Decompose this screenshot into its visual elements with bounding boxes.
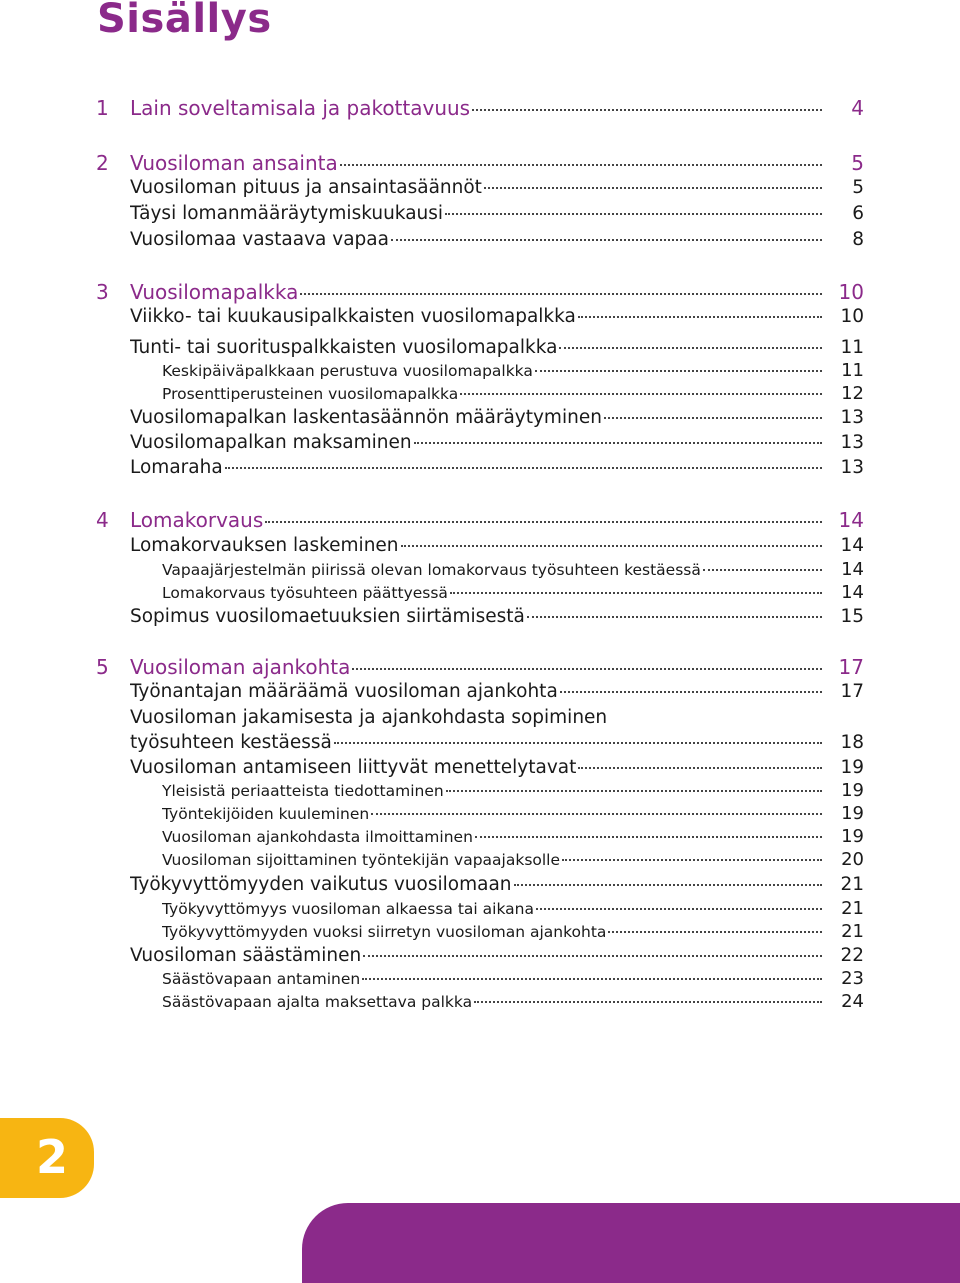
toc-page-number: 15: [840, 606, 864, 627]
dot-leader: [362, 977, 822, 980]
toc-entry-label: Lomakorvaus työsuhteen päättyessä: [162, 584, 448, 602]
dot-leader: [535, 369, 822, 372]
toc-page-number: 20: [841, 849, 864, 870]
toc-entry-label: Prosenttiperusteinen vuosilomapalkka: [162, 385, 459, 403]
chapter-number: 5: [96, 655, 109, 679]
toc-entry[interactable]: [0, 175, 960, 201]
dot-leader: [371, 812, 822, 815]
toc-page-number: 11: [841, 360, 864, 381]
toc-entry-label: Sopimus vuosilomaetuuksien siirtämisestä: [130, 606, 525, 627]
toc-entry[interactable]: [0, 654, 960, 680]
toc-entry[interactable]: [0, 730, 960, 756]
toc-entry-label: Lain soveltamisala ja pakottavuus: [130, 96, 471, 120]
toc-page-number: 5: [852, 177, 864, 198]
dot-leader: [445, 212, 822, 215]
toc-entry-label: Keskipäiväpalkkaan perustuva vuosilomapalkka: [162, 362, 533, 380]
dot-leader: [352, 667, 822, 670]
page-number: 2: [36, 1130, 69, 1184]
dot-leader: [363, 954, 822, 957]
toc-entry[interactable]: [0, 604, 960, 630]
dot-leader: [474, 1000, 822, 1003]
toc-page-number: 4: [851, 96, 864, 120]
toc-page-number: 10: [838, 280, 864, 304]
dot-leader: [604, 416, 822, 419]
page-title: Sisällys: [97, 0, 272, 42]
toc-entry[interactable]: [0, 430, 960, 456]
dot-leader: [340, 163, 822, 166]
toc-entry[interactable]: [0, 679, 960, 705]
toc-entry-label: Työnantajan määräämä vuosiloman ajankohta: [130, 681, 558, 702]
dot-leader: [225, 466, 822, 469]
toc-entry-label: Lomaraha: [130, 457, 223, 478]
toc-page-number: 13: [840, 407, 864, 428]
dot-leader: [527, 615, 822, 618]
dot-leader: [475, 835, 822, 838]
toc-entry[interactable]: [0, 872, 960, 898]
dot-leader: [562, 858, 822, 861]
toc-entry-label: Vuosiloman antamiseen liittyvät menettelytavat: [130, 757, 577, 778]
dot-leader: [559, 346, 822, 349]
dot-leader: [460, 392, 822, 395]
dot-leader: [401, 544, 822, 547]
toc-entry-label: Vuosiloman ajankohta: [130, 655, 351, 679]
chapter-number: 4: [96, 508, 109, 532]
toc-page-number: 5: [851, 151, 864, 175]
toc-page-number: 17: [838, 655, 864, 679]
toc-entry[interactable]: [0, 279, 960, 305]
dot-leader: [514, 883, 823, 886]
toc-page-number: 8: [852, 229, 864, 250]
toc-entry-label: Viikko- tai kuukausipalkkaisten vuosilomapalkka: [130, 306, 576, 327]
toc-page-number: 19: [841, 826, 864, 847]
toc-page-number: 21: [841, 921, 864, 942]
dot-leader: [391, 238, 822, 241]
toc-entry[interactable]: [0, 381, 960, 407]
toc-entry-label: Täysi lomanmääräytymiskuukausi: [130, 203, 444, 224]
toc-entry[interactable]: [0, 847, 960, 873]
toc-page-number: 14: [841, 559, 864, 580]
toc-entry-label: Vapaajärjestelmän piirissä olevan lomakorvaus työsuhteen kestäessä: [162, 561, 701, 579]
dot-leader: [608, 930, 822, 933]
toc-page-number: 19: [841, 780, 864, 801]
chapter-number: 1: [96, 96, 109, 120]
toc-entry-label: Vuosilomapalkka: [130, 280, 299, 304]
dot-leader: [484, 186, 822, 189]
toc-page-number: 11: [840, 337, 864, 358]
toc-entry[interactable]: [0, 227, 960, 253]
dot-leader: [414, 441, 822, 444]
toc-page-number: 13: [840, 432, 864, 453]
toc-page-number: 10: [840, 306, 864, 327]
chapter-number: 3: [96, 280, 109, 304]
dot-leader: [560, 690, 822, 693]
toc-entry[interactable]: [0, 533, 960, 559]
dot-leader: [446, 789, 822, 792]
toc-page-number: 14: [840, 535, 864, 556]
dot-leader: [578, 766, 822, 769]
toc-entry[interactable]: [0, 989, 960, 1015]
dot-leader: [578, 315, 822, 318]
toc-entry[interactable]: [0, 580, 960, 606]
toc-page-number: 21: [840, 874, 864, 895]
toc-entry-label: Vuosiloman pituus ja ansaintasäännöt: [130, 177, 482, 198]
dot-leader: [265, 520, 822, 523]
toc-page-number: 6: [852, 203, 864, 224]
toc-page-number: 19: [840, 757, 864, 778]
toc-entry-label: Vuosiloman sijoittaminen työntekijän vapaajaksolle: [162, 851, 561, 869]
toc-entry-label: Vuosilomaa vastaava vapaa: [130, 229, 389, 250]
dot-leader: [300, 292, 822, 295]
footer-band: [302, 1203, 960, 1283]
toc-entry[interactable]: [0, 201, 960, 227]
toc-page-number: 17: [840, 681, 864, 702]
toc-page-number: 21: [841, 898, 864, 919]
toc-entry-label: Työkyvyttömyys vuosiloman alkaessa tai aikana: [162, 900, 534, 918]
toc-entry-label: Tunti- tai suorituspalkkaisten vuosilomapalkka: [130, 337, 558, 358]
toc-entry-label: Työkyvyttömyyden vaikutus vuosilomaan: [130, 874, 512, 895]
dot-leader: [536, 907, 822, 910]
dot-leader: [703, 568, 822, 571]
toc-entry[interactable]: [0, 919, 960, 945]
toc-entry[interactable]: [0, 455, 960, 481]
toc-page-number: 14: [838, 508, 864, 532]
toc-page-number: 22: [840, 945, 864, 966]
toc-entry-label: Säästövapaan ajalta maksettava palkka: [162, 993, 473, 1011]
chapter-number: 2: [96, 151, 109, 175]
toc-entry-label: Yleisistä periaatteista tiedottaminen: [162, 782, 444, 800]
toc-entry[interactable]: [0, 95, 960, 121]
toc-page-number: 13: [840, 457, 864, 478]
toc-entry[interactable]: [0, 304, 960, 330]
toc-page-number: 19: [841, 803, 864, 824]
dot-leader: [472, 108, 822, 111]
toc-page-number: 12: [841, 383, 864, 404]
page-number-tab: [0, 1118, 94, 1198]
toc-entry-label: Lomakorvaus: [130, 508, 264, 532]
toc-entry[interactable]: [0, 507, 960, 533]
toc-page-number: 24: [841, 991, 864, 1012]
dot-leader: [334, 741, 822, 744]
toc-entry-label: työsuhteen kestäessä: [130, 732, 332, 753]
toc-entry[interactable]: [0, 150, 960, 176]
dot-leader: [450, 591, 822, 594]
toc-entry-label: Lomakorvauksen laskeminen: [130, 535, 399, 556]
toc-entry[interactable]: [0, 405, 960, 431]
toc-entry-label: Vuosiloman säästäminen: [130, 945, 362, 966]
toc-entry-label: Työkyvyttömyyden vuoksi siirretyn vuosiloman ajankohta: [162, 923, 607, 941]
toc-page-number: 18: [840, 732, 864, 753]
toc-entry-label: Vuosilomapalkan maksaminen: [130, 432, 412, 453]
toc-entry-label: Työntekijöiden kuuleminen: [162, 805, 370, 823]
toc-entry-label: Vuosilomapalkan laskentasäännön määräytyminen: [130, 407, 602, 428]
toc-page-number: 14: [841, 582, 864, 603]
toc-entry-label: Vuosiloman jakamisesta ja ajankohdasta sopiminen: [130, 707, 608, 728]
toc-entry-label: Vuosiloman ansainta: [130, 151, 338, 175]
toc-entry-label: Säästövapaan antaminen: [162, 970, 361, 988]
toc-page-number: 23: [841, 968, 864, 989]
toc-entry-label: Vuosiloman ajankohdasta ilmoittaminen: [162, 828, 473, 846]
